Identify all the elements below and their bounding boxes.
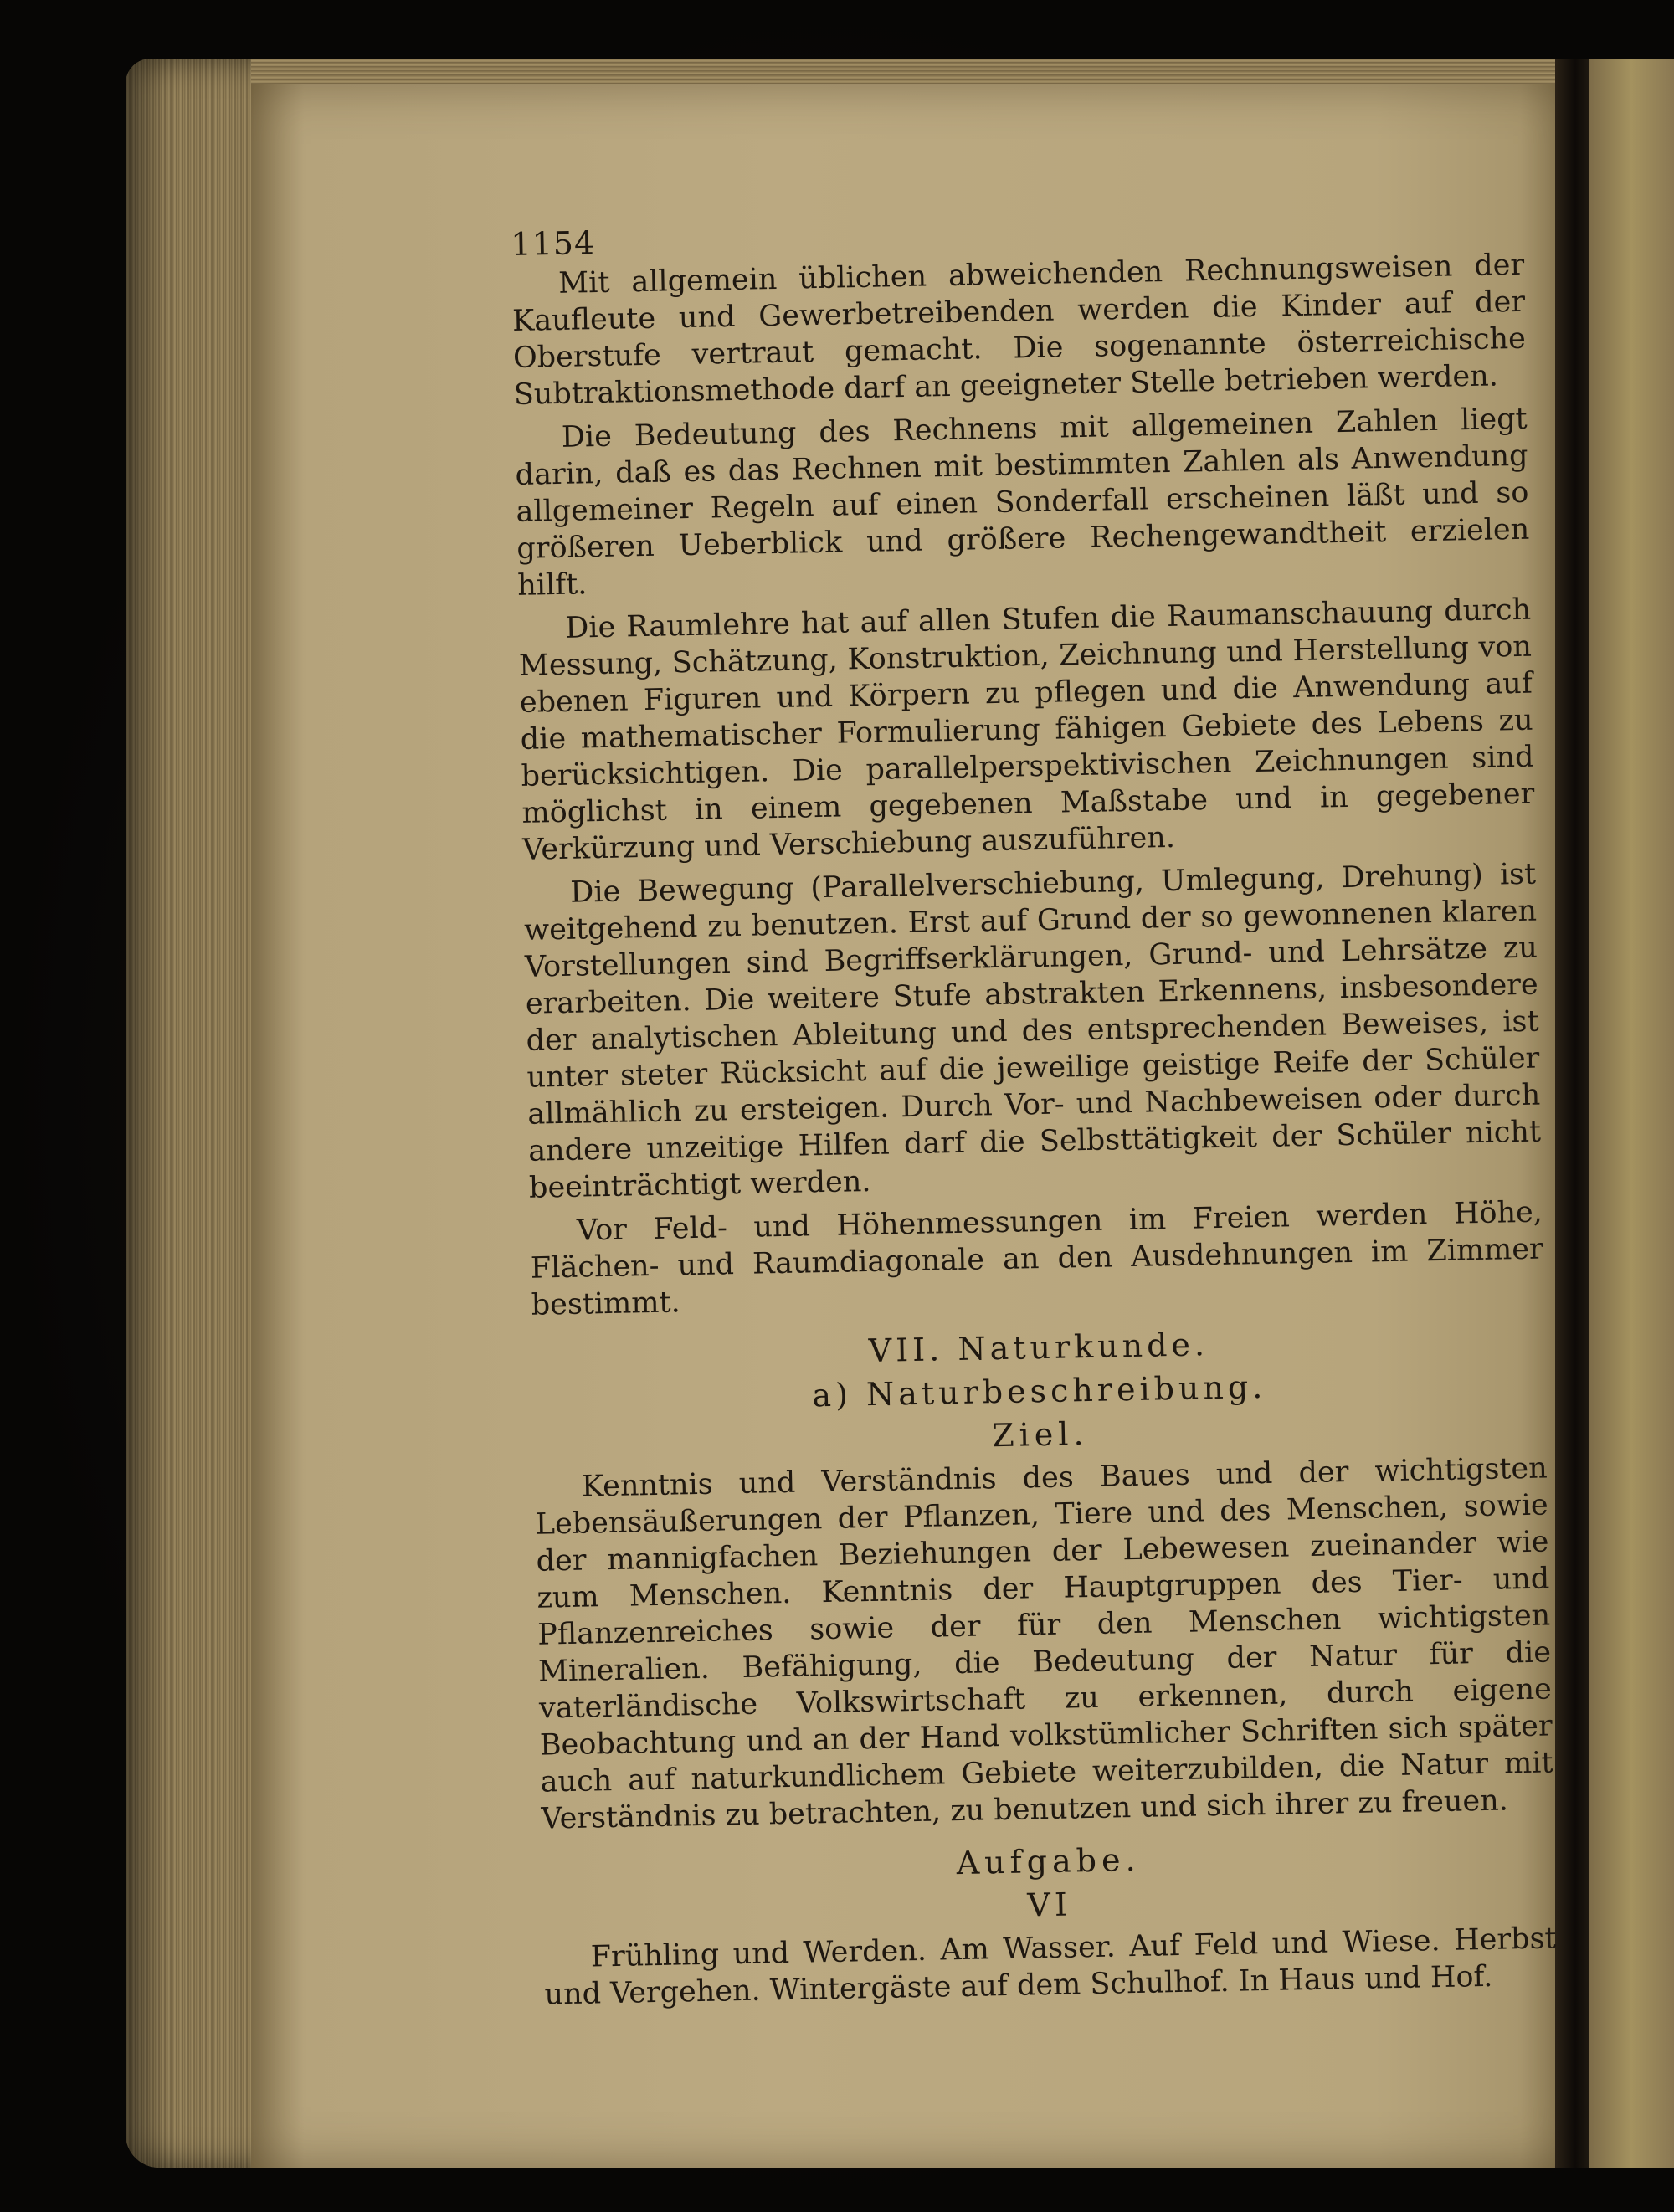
subsection-heading: a) Naturbeschreibung. <box>812 1368 1267 1414</box>
paragraph-math-2: Die Bedeutung des Rechnens mit allgemeinen Zahlen liegt darin, daß es das Rechnen mit bestimmten Zahlen als Anwendung allgemeiner Regeln auf einen Sonderfall erscheinen läßt und so größeren Ueberblick und größere Rechengewandtheit erzielen hilft. <box>515 402 1530 603</box>
task-paragraph: Frühling und Werden. Am Wasser. Auf Feld und Wiese. Herbst und Vergehen. Wintergäste auf dem Schulhof. In Haus und Hof. <box>544 1922 1557 2012</box>
page-text <box>511 207 1558 2020</box>
paragraph-math-3: Die Raumlehre hat auf allen Stufen die Raumanschauung durch Messung, Schätzung, Konstruktion, Zeichnung und Herstellung von ebenen Figuren und Körpern zu pflegen und die Anwendung auf die mathematischer Formulierung fähigen Gebiete des Lebens zu berücksichtigen. Die parallelperspektivischen Zeichnungen sind möglichst in einem gegebenen Maßstabe und in gegebener Verkürzung und Verschiebung auszuführen. <box>518 593 1535 867</box>
paragraph-math-5: Vor Feld- und Höhenmessungen im Freien werden Höhe, Flächen- und Raumdiagonale an den Ausdehnungen im Zimmer bestimmt. <box>530 1195 1544 1322</box>
paragraph-math-4: Die Bewegung (Parallelverschiebung, Umlegung, Drehung) ist weitgehend zu benutzen. Erst auf Grund der so gewonnenen klaren Vorstellungen sind Begriffserklärungen, Grund- und Lehrsätze zu erarbeiten. Die weitere Stufe abstrakten Erkennens, insbesondere der analytischen Ableitung und des entsprechenden Beweises, ist unter steter Rücksicht auf die jeweilige geistige Reife der Schüler allmählich zu ersteigen. Durch Vor- und Nachbeweisen oder durch andere unzeitige Hilfen darf die Selbsttätigkeit der Schüler nicht beeinträchtigt werden. <box>523 857 1542 1205</box>
goal-heading: Ziel. <box>991 1415 1089 1455</box>
page-number: 1154 <box>511 224 596 263</box>
book-gutter <box>1555 59 1589 2168</box>
paragraph-math-1: Mit allgemein üblichen abweichenden Rechnungsweisen der Kaufleute und Gewerbetreibenden werden die Kinder auf der Oberstufe vertraut gemacht. Die sogenannte österreichische Subtraktionsmethode darf an geeigneter Stelle betrieben werden. <box>511 248 1527 412</box>
goal-paragraph: Kenntnis und Verständnis des Baues und der wichtigsten Lebensäußerungen der Pflanzen, Tiere und des Menschen, sowie der mannigfachen Beziehungen der Lebewesen zueinander wie zum Menschen. Kenntnis der Hauptgruppen des Tier- und Pflanzenreiches sowie der für den Menschen wichtigsten Mineralien. Befähigung, die Bedeutung der Natur für die vaterländische Volkswirtschaft zu erkennen, durch eigene Beobachtung und an der Hand volkstümlicher Schriften sich später auch auf naturkundlichem Gebiete weiterzubilden, die Natur mit Verständnis zu betrachten, zu benutzen und sich ihrer zu freuen. <box>535 1451 1553 1836</box>
section-heading: VII. Naturkunde. <box>868 1326 1209 1370</box>
grade-heading: VI <box>1026 1886 1072 1924</box>
facing-page-edge <box>1589 59 1674 2168</box>
task-heading: Aufgabe. <box>956 1840 1141 1882</box>
